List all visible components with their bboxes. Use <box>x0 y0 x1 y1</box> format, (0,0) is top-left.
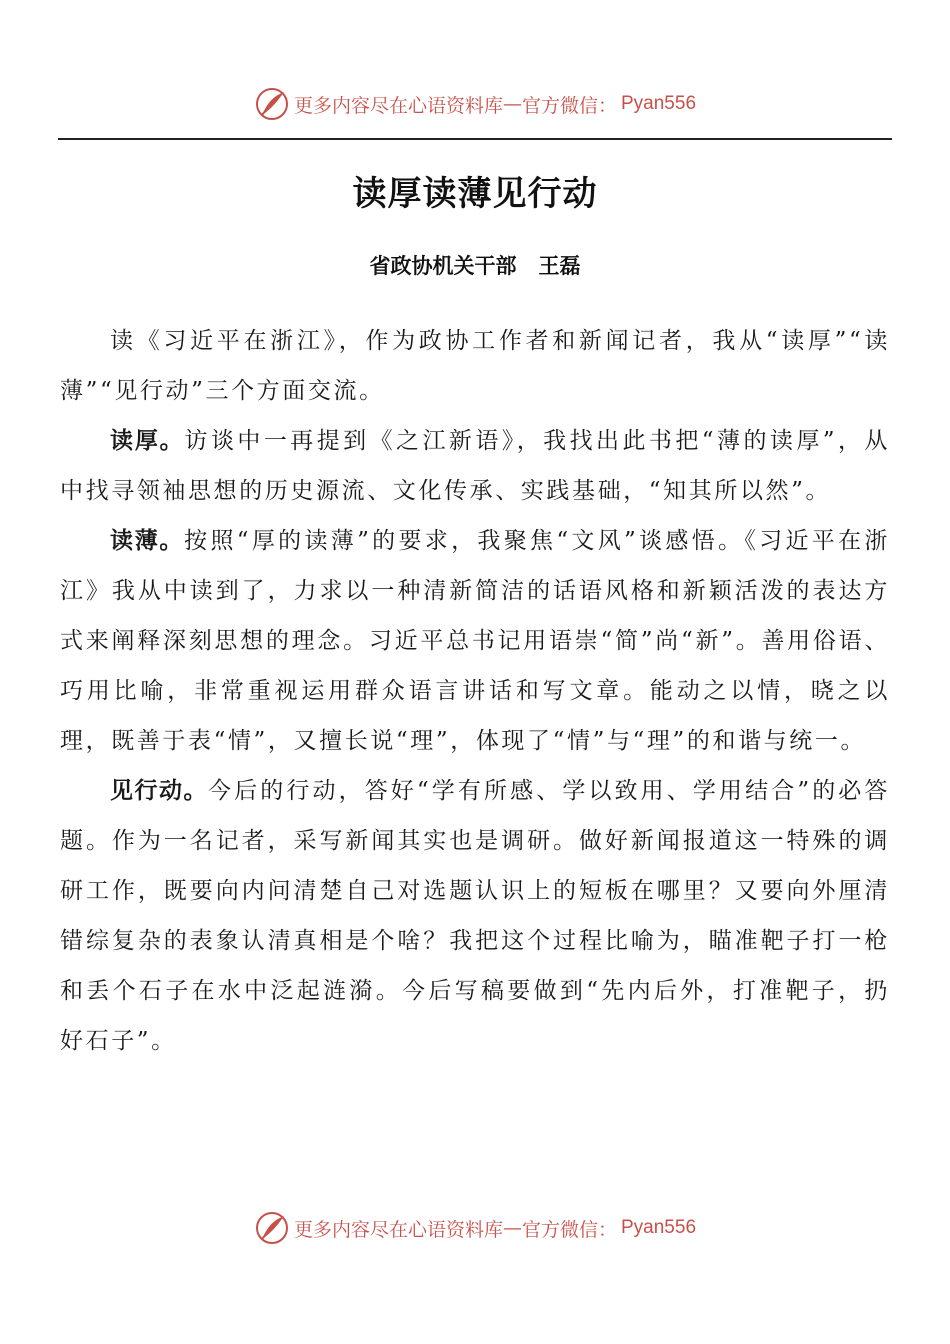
footer-banner <box>0 1208 950 1248</box>
header-divider <box>58 138 892 140</box>
paragraph-text: 按照“厚的读薄”的要求，我聚焦“文风”谈感悟。《习近平在浙江》我从中读到了，力求以一种清新简洁的话语风格和新颖活泼的表达方式来阐释深刻思想的理念。习近平总书记用语崇“简”尚“新”。善用俗语、巧用比喻，非常重视运用群众语言讲话和写文章。能动之以情，晓之以理，既善于表“情”，又擅长说“理”，体现了“情”与“理”的和谐与统一。 <box>60 528 891 754</box>
header-wechat-id: Pyan556 <box>621 93 697 114</box>
footer-wechat-label: 官方微信： <box>521 1218 617 1241</box>
paragraph-lead: 读厚。 <box>110 428 185 454</box>
document-author: 省政协机关干部 王磊 <box>369 253 581 278</box>
paragraph-read-thin <box>60 516 890 766</box>
paragraph-intro <box>60 316 890 416</box>
header-banner <box>0 84 950 124</box>
paragraph-lead: 读薄。 <box>110 528 185 554</box>
paragraph-read-thick <box>60 416 890 516</box>
paragraph-text: 今后的行动，答好“学有所感、学以致用、学用结合”的必答题。作为一名记者，采写新闻其实也是调研。做好新闻报道这一特殊的调研工作，既要向内问清楚自己对选题认识上的短板在哪里？又要向外厘清错综复杂的表象认清真相是个啥？我把这个过程比喻为，瞄准靶子打一枪和丢个石子在水中泛起涟漪。今后写稿要做到“先内后外，打准靶子，扔好石子”。 <box>60 778 891 1054</box>
header-site-text: 更多内容尽在心语资料库 <box>293 94 503 117</box>
document-title: 读厚读薄见行动 <box>352 174 598 214</box>
quill-logo-icon <box>254 1210 290 1246</box>
footer-separator: — <box>502 1217 522 1239</box>
footer-site-text: 更多内容尽在心语资料库 <box>293 1218 503 1241</box>
quill-logo-icon <box>254 86 290 122</box>
header-separator: — <box>502 93 522 115</box>
paragraph-text: 访谈中一再提到《之江新语》，我找出此书把“薄的读厚”，从中找寻领袖思想的历史源流、文化传承、实践基础，“知其所以然”。 <box>60 428 891 504</box>
paragraph-lead: 见行动。 <box>110 778 209 804</box>
paragraph-text: 读《习近平在浙江》，作为政协工作者和新闻记者，我从“读厚”“读薄”“见行动”三个方面交流。 <box>60 328 890 404</box>
header-wechat-label: 官方微信： <box>521 94 617 117</box>
document-body <box>60 316 890 1066</box>
paragraph-action <box>60 766 890 1066</box>
footer-wechat-id: Pyan556 <box>621 1217 697 1238</box>
